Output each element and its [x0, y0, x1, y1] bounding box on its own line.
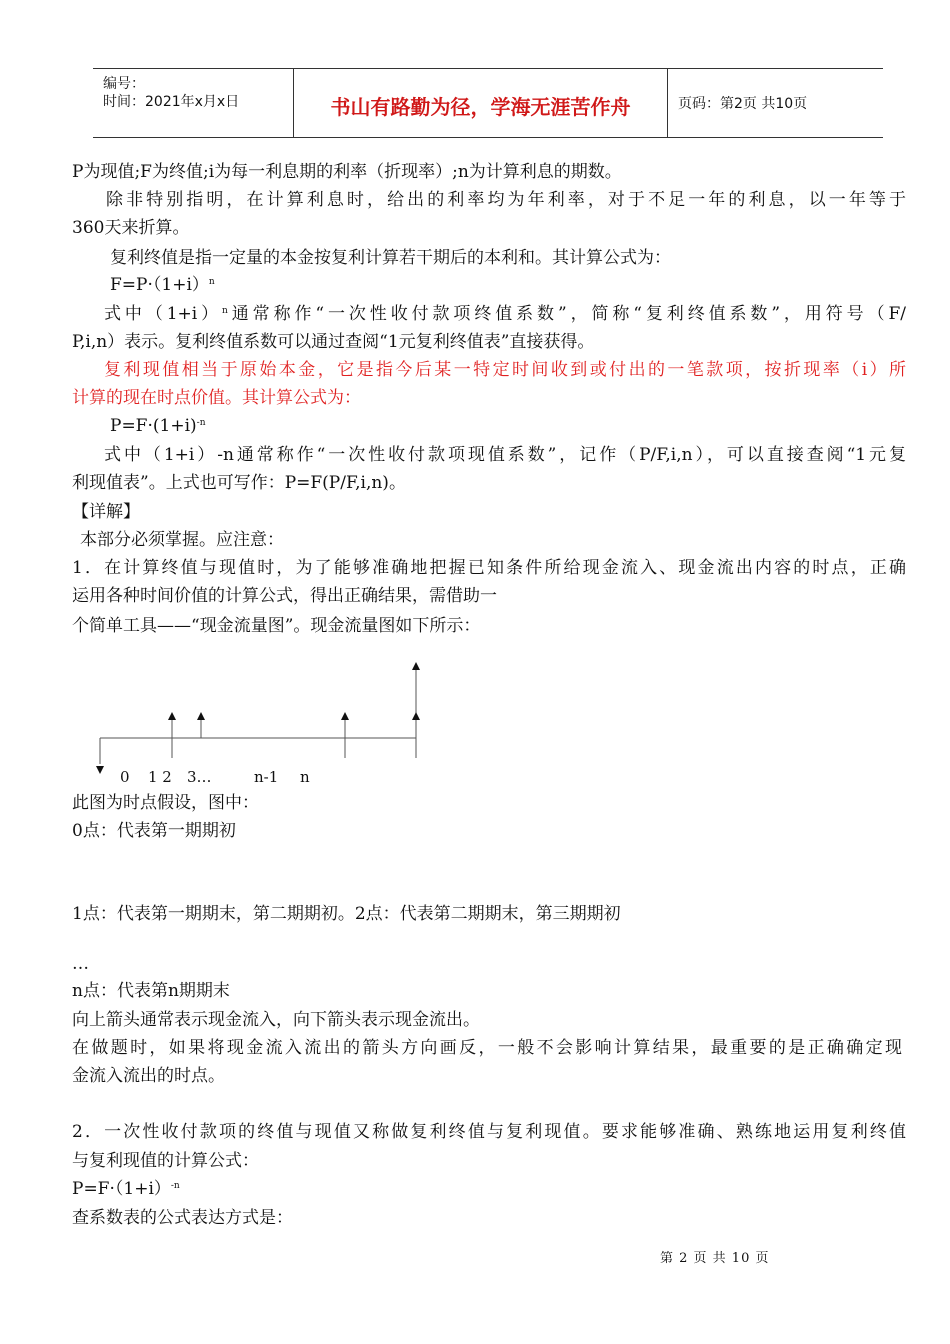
text-line: 查系数表的公式表达方式是：: [72, 1208, 293, 1228]
cash-flow-svg: [80, 650, 440, 790]
text-line: 此图为时点假设，图中：: [72, 793, 259, 813]
text-line: 本部分必须掌握。应注意：: [80, 530, 284, 550]
timepoint-label: n: [300, 768, 310, 786]
header-motto-cell: [294, 69, 668, 137]
header-info-cell: [93, 69, 294, 137]
formula-main: P=F·(1+i): [110, 416, 197, 436]
text-line: n点：代表第n期期末: [72, 981, 230, 1001]
text-line-highlight: 计算的现在时点价值。其计算公式为：: [72, 388, 361, 408]
text-part: 通常称作“一次性收付款项终值系数”，简称“复利终值系数”，用符号（F/: [227, 304, 906, 324]
number-label: 编号：: [103, 76, 145, 92]
header-page-cell: [668, 69, 883, 137]
formula-main: F=P·（1+i）: [110, 275, 209, 295]
time-label: 时间：2021年x月x日: [103, 94, 240, 110]
text-line: 向上箭头通常表示现金流入，向下箭头表示现金流出。: [72, 1010, 480, 1030]
formula-main: P=F·（1+i）: [72, 1179, 171, 1199]
formula-pv: [110, 416, 944, 436]
text-line-highlight: 复利现值相当于原始本金，它是指今后某一特定时间收到或付出的一笔款项，按折现率（i）所: [104, 360, 906, 380]
up-arrow-icon: [341, 712, 349, 720]
timepoint-label: 1 2: [148, 768, 172, 786]
page-footer: 第 2 页 共 10 页: [660, 1251, 770, 1266]
up-arrow-icon: [412, 712, 420, 720]
up-arrow-icon: [168, 712, 176, 720]
up-arrow-icon: [197, 712, 205, 720]
text-line: [104, 304, 906, 324]
page-info: 页码：第2页 共10页: [678, 96, 808, 112]
text-line: 运用各种时间价值的计算公式，得出正确结果，需借助一: [72, 586, 497, 606]
text-line: 与复利现值的计算公式：: [72, 1151, 259, 1171]
text-line: 式中（1+i）-n通常称作“一次性收付款项现值系数”，记作（P/F,i,n），可以直接查阅“1元复: [104, 445, 906, 465]
header-table: [93, 68, 883, 138]
formula-exponent: n: [222, 306, 228, 316]
text-line: 复利终值是指一定量的本金按复利计算若干期后的本利和。其计算公式为：: [110, 248, 671, 268]
text-part: 式中（1+i）: [104, 304, 223, 324]
text-line: 0点：代表第一期期初: [72, 821, 236, 841]
text-line: 除非特别指明，在计算利息时，给出的利率均为年利率，对于不足一年的利息，以一年等于: [106, 190, 906, 210]
down-arrow-icon: [96, 766, 104, 774]
formula-exponent: -n: [170, 1181, 180, 1191]
text-line: …: [72, 954, 89, 974]
cash-flow-diagram: [80, 650, 440, 790]
formula-exponent: n: [208, 277, 215, 287]
text-line: 1．在计算终值与现值时，为了能够准确地把握已知条件所给现金流入、现金流出内容的时点，正确: [72, 558, 906, 578]
up-arrow-icon: [412, 662, 420, 670]
formula-fv: [110, 275, 944, 295]
section-heading: 【详解】: [72, 502, 140, 522]
text-line: 个简单工具——“现金流量图”。现金流量图如下所示：: [72, 616, 481, 636]
text-line: 360天来折算。: [72, 218, 190, 238]
timepoint-label: 3…: [187, 768, 212, 786]
motto: 书山有路勤为径，学海无涯苦作舟: [330, 95, 631, 119]
text-line: 利现值表”。上式也可写作：P=F(P/F,i,n)。: [72, 473, 406, 493]
timepoint-label: 0: [120, 768, 130, 786]
formula-pv-2: [72, 1179, 906, 1199]
text-line: 2．一次性收付款项的终值与现值又称做复利终值与复利现值。要求能够准确、熟练地运用复利终值: [72, 1122, 906, 1142]
text-line: 1点：代表第一期期末，第二期期初。2点：代表第二期期末，第三期期初: [72, 904, 621, 924]
timepoint-label: n-1: [254, 768, 279, 786]
text-line: P为现值;F为终值;i为每一利息期的利率（折现率）;n为计算利息的期数。: [72, 162, 622, 182]
formula-exponent: -n: [196, 418, 206, 428]
text-line: 金流入流出的时点。: [72, 1066, 225, 1086]
text-line: 在做题时，如果将现金流入流出的箭头方向画反，一般不会影响计算结果，最重要的是正确确定现: [72, 1038, 902, 1058]
text-line: P,i,n）表示。复利终值系数可以通过查阅“1元复利终值表”直接获得。: [72, 332, 595, 352]
